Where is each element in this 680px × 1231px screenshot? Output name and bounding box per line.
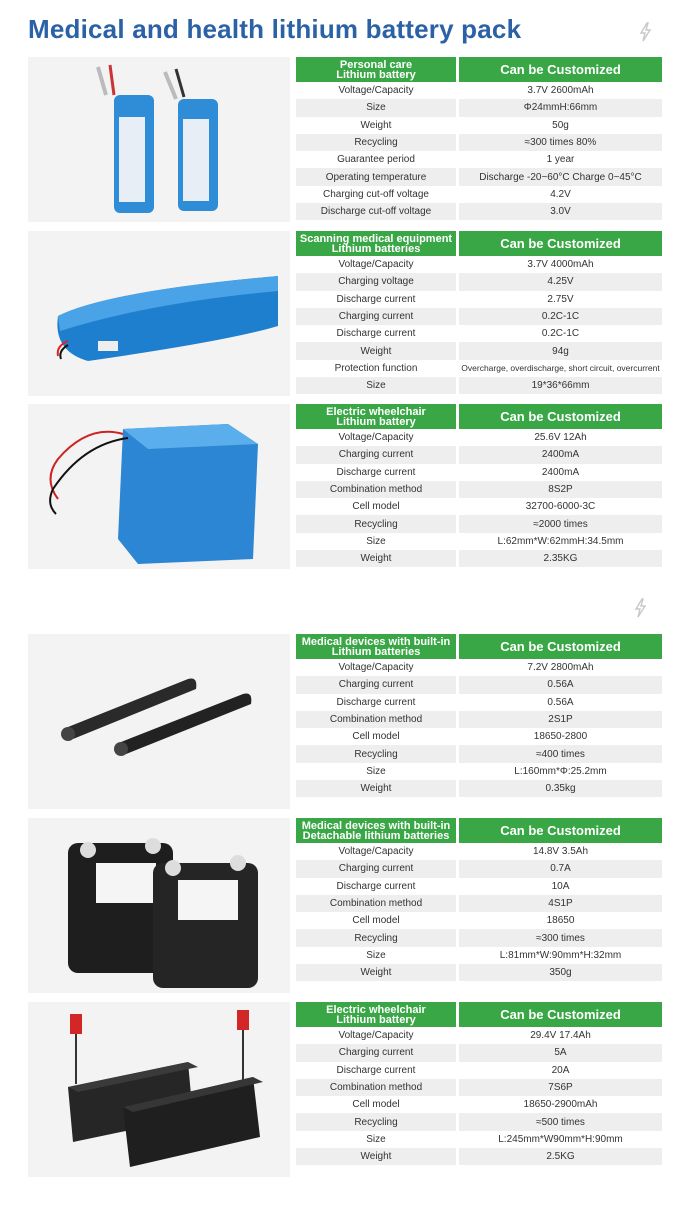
customizable-label: Can be Customized [459,818,662,843]
lightning-icon [633,598,647,618]
spec-value: 18650-2800 [533,731,588,743]
spec-table [296,818,662,981]
spec-label: Discharge current [336,293,416,305]
spec-value: Discharge -20~60°C Charge 0~45°C [459,168,662,185]
spec-value: 7S6P [459,1079,662,1096]
spec-label: Discharge current [336,328,416,340]
product-photo [28,818,290,993]
spec-value: 50g [552,119,569,131]
spec-value: 8S2P [459,481,662,498]
spec-row [296,464,662,481]
spec-row [296,1062,662,1079]
spec-row [296,929,662,946]
spec-label: Charging current [296,308,456,325]
spec-label: Weight [296,550,456,567]
spec-value: 350g [459,964,662,981]
spec-value: L:245mm*W90mm*H:90mm [498,1133,623,1145]
spec-label: Cell model [352,1099,400,1111]
spec-value: Φ24mmH:66mm [459,99,662,116]
spec-row [296,273,662,290]
spec-value: 2.75V [547,293,574,305]
spec-label: Size [366,1133,386,1145]
product-photo [28,231,290,396]
spec-value: L:81mm*W:90mm*H:32mm [499,949,622,961]
spec-row [296,1148,662,1165]
spec-value: 2400mA [541,466,580,478]
spec-row [296,429,662,446]
spec-label: Size [296,99,456,116]
spec-table [296,231,662,394]
spec-value: Overcharge, overdischarge, short circuit, overcurrent [461,363,660,374]
spec-value: 14.8V 3.5Ah [532,846,589,858]
spec-label: Discharge current [336,880,416,892]
spec-row [296,659,662,676]
spec-value: 10A [551,880,570,892]
spec-row [296,895,662,912]
spec-table [296,1002,662,1165]
product-name: Personal care Lithium battery [296,57,456,82]
spec-row [296,446,662,463]
spec-label: Weight [296,964,456,981]
spec-row [296,1096,662,1113]
spec-row [296,912,662,929]
spec-row [296,82,662,99]
spec-row [296,151,662,168]
spec-row [296,1079,662,1096]
spec-label: Voltage/Capacity [338,846,414,858]
spec-value: L:62mm*W:62mmH:34.5mm [497,535,624,547]
spec-label: Cell model [352,915,400,927]
spec-value: 2400mA [459,446,662,463]
spec-label: Voltage/Capacity [338,662,414,674]
spec-row [296,360,662,377]
spec-value: 0.56A [547,696,574,708]
spec-label: Voltage/Capacity [338,259,414,271]
spec-value: 0.56A [459,676,662,693]
spec-row [296,481,662,498]
spec-value: ≈400 times [459,745,662,762]
spec-label: Charging current [296,1044,456,1061]
product-photo [28,1002,290,1177]
product-name: Electric wheelchair Lithium battery [296,404,456,429]
spec-value: 0.35kg [459,780,662,797]
spec-row [296,1027,662,1044]
spec-value: ≈300 times 80% [459,134,662,151]
customizable-label: Can be Customized [459,57,662,82]
spec-row [296,1131,662,1148]
spec-label: Weight [296,1148,456,1165]
spec-value: 94g [459,342,662,359]
spec-value: 4.25V [459,273,662,290]
spec-value: 2.5KG [459,1148,662,1165]
spec-row [296,377,662,394]
spec-label: Discharge cut-off voltage [296,203,456,220]
spec-label: Weight [296,342,456,359]
spec-label: Size [366,535,386,547]
product-photo [28,634,290,809]
spec-value: 4S1P [459,895,662,912]
spec-value: 3.7V 2600mAh [527,85,594,97]
spec-row [296,763,662,780]
product-name: Electric wheelchair Lithium battery [296,1002,456,1027]
spec-row [296,117,662,134]
spec-value: 1 year [546,154,575,166]
spec-label: Voltage/Capacity [338,1030,414,1042]
spec-row [296,947,662,964]
spec-value: 20A [551,1064,570,1076]
spec-row [296,694,662,711]
spec-label: Operating temperature [296,168,456,185]
spec-label: Guarantee period [337,154,415,166]
spec-value: 32700-6000-3C [525,501,596,513]
spec-label: Protection function [334,362,418,374]
spec-row [296,99,662,116]
spec-row [296,745,662,762]
spec-label: Charging current [296,446,456,463]
spec-row [296,843,662,860]
customizable-label: Can be Customized [459,404,662,429]
spec-row [296,203,662,220]
spec-value: 29.4V 17.4Ah [530,1030,591,1042]
spec-label: Combination method [296,1079,456,1096]
spec-value: 5A [459,1044,662,1061]
spec-label: Discharge current [336,466,416,478]
spec-label: Voltage/Capacity [338,85,414,97]
spec-row [296,533,662,550]
product-name: Medical devices with built-in Detachable lithium batteries [296,818,456,843]
spec-value: 25.6V 12Ah [534,432,587,444]
spec-row [296,878,662,895]
spec-row [296,291,662,308]
customizable-label: Can be Customized [459,634,662,659]
spec-value: 7.2V 2800mAh [527,662,594,674]
spec-label: Charging current [296,676,456,693]
spec-label: Charging voltage [296,273,456,290]
spec-value: 4.2V [550,188,571,200]
spec-table [296,404,662,567]
spec-value: 3.7V 4000mAh [527,259,594,271]
spec-label: Recycling [296,1113,456,1130]
product-name: Scanning medical equipment Lithium batteries [296,231,456,256]
spec-value: ≈300 times [459,929,662,946]
spec-label: Recycling [296,515,456,532]
spec-label: Discharge current [336,1064,416,1076]
spec-value: ≈2000 times [459,515,662,532]
spec-row [296,186,662,203]
spec-label: Size [296,377,456,394]
spec-row [296,325,662,342]
spec-value: 0.2C-1C [541,328,580,340]
spec-value: 0.2C-1C [459,308,662,325]
spec-label: Size [366,949,386,961]
spec-label: Recycling [296,134,456,151]
spec-row [296,168,662,185]
customizable-label: Can be Customized [459,1002,662,1027]
spec-label: Recycling [296,745,456,762]
spec-row [296,676,662,693]
spec-label: Recycling [296,929,456,946]
lightning-icon [638,22,652,42]
spec-label: Combination method [296,481,456,498]
customizable-label: Can be Customized [459,231,662,256]
spec-value: 2S1P [459,711,662,728]
product-photo [28,404,290,569]
spec-row [296,860,662,877]
spec-label: Voltage/Capacity [338,432,414,444]
spec-label: Charging current [296,860,456,877]
spec-row [296,134,662,151]
spec-row [296,1044,662,1061]
spec-label: Size [366,765,386,777]
spec-row [296,342,662,359]
spec-label: Cell model [352,501,400,513]
spec-row [296,1113,662,1130]
spec-row [296,308,662,325]
spec-table [296,634,662,797]
spec-value: ≈500 times [459,1113,662,1130]
spec-row [296,550,662,567]
product-photo [28,57,290,222]
spec-table [296,57,662,220]
spec-value: L:160mm*Φ:25.2mm [514,765,607,777]
spec-row [296,728,662,745]
spec-row [296,256,662,273]
spec-value: 18650-2900mAh [523,1099,598,1111]
spec-value: 3.0V [459,203,662,220]
spec-label: Cell model [352,731,400,743]
spec-value: 0.7A [459,860,662,877]
spec-label: Weight [296,780,456,797]
spec-value: 2.35KG [459,550,662,567]
spec-row [296,498,662,515]
spec-label: Weight [360,119,392,131]
spec-row [296,711,662,728]
spec-value: 18650 [546,915,575,927]
spec-label: Combination method [296,711,456,728]
spec-label: Charging cut-off voltage [323,188,429,200]
product-name: Medical devices with built-in Lithium batteries [296,634,456,659]
spec-label: Discharge current [336,696,416,708]
spec-label: Combination method [296,895,456,912]
spec-value: 19*36*66mm [459,377,662,394]
spec-row [296,780,662,797]
spec-row [296,964,662,981]
spec-row [296,515,662,532]
page-title: Medical and health lithium battery pack [28,14,522,44]
